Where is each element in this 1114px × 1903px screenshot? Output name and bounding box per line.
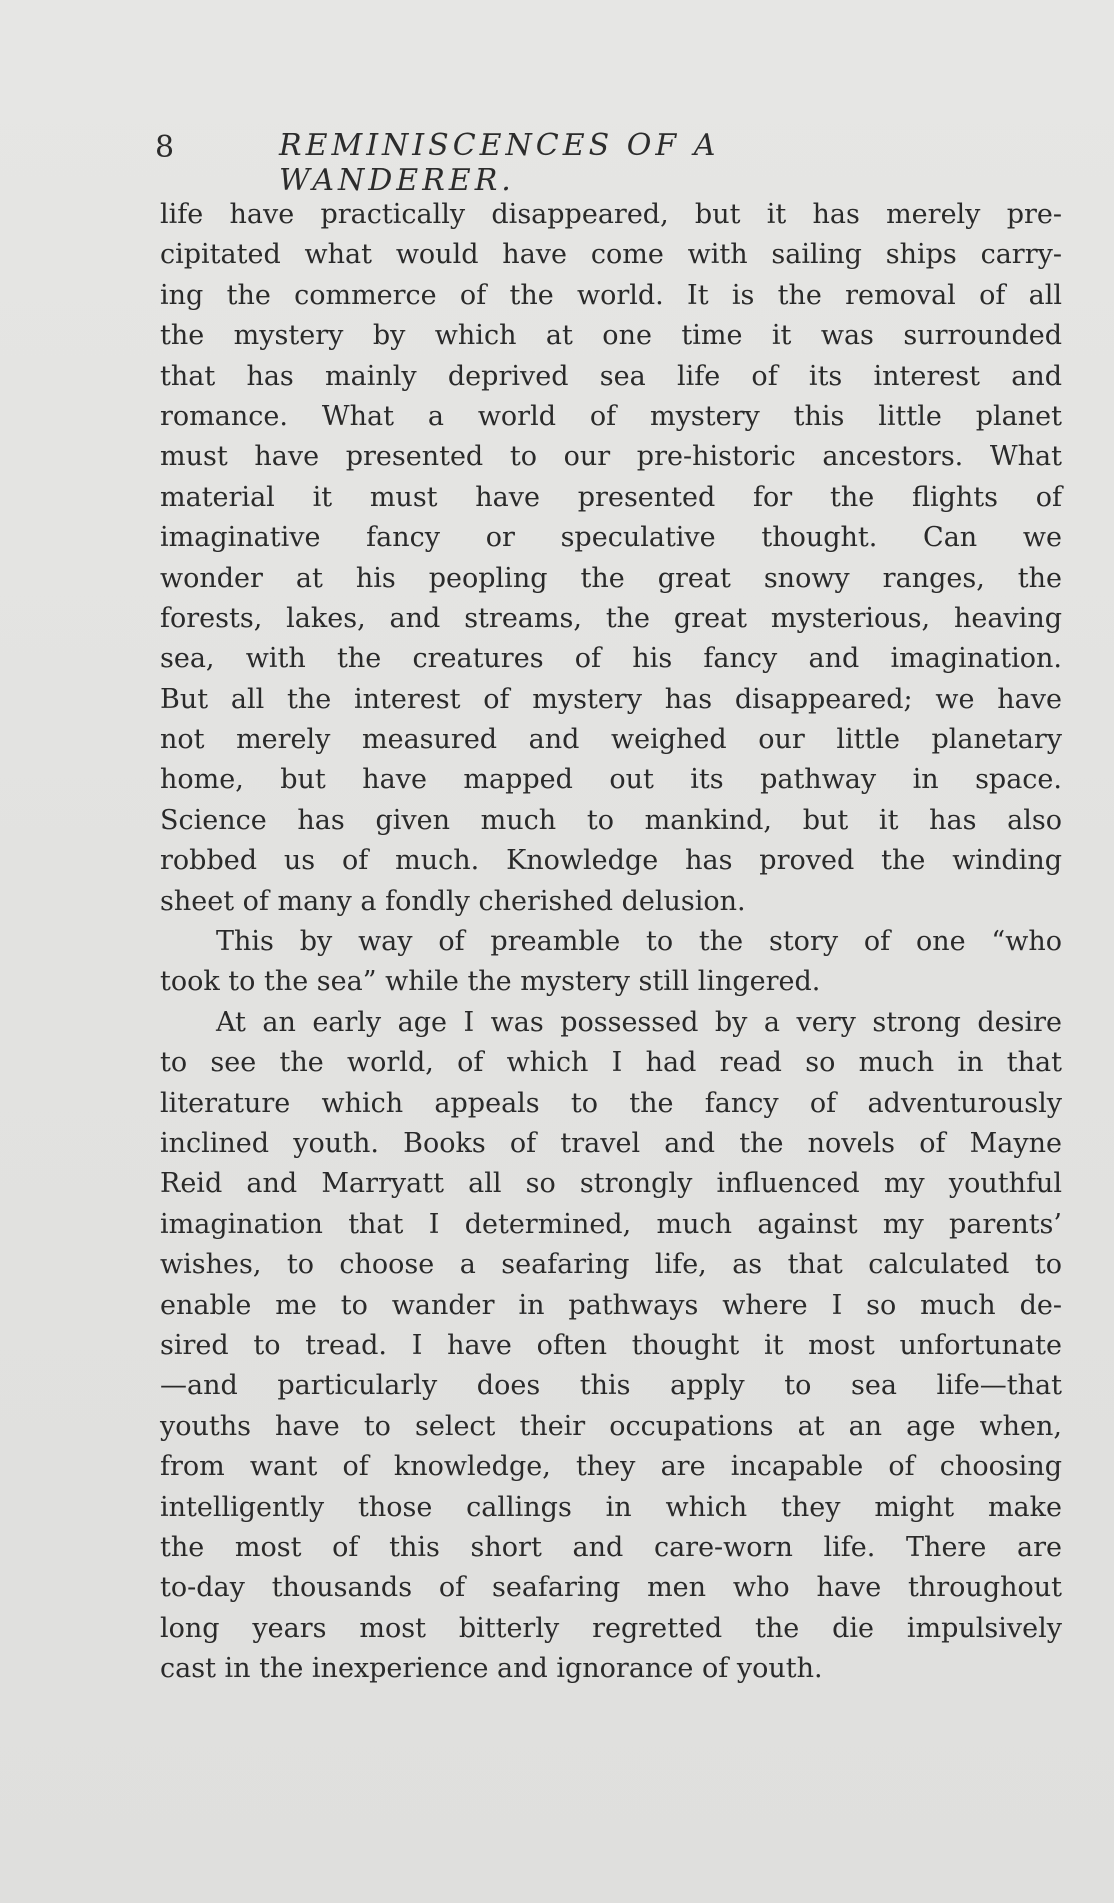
text-line: imagination that I determined, much against my parents’ [160, 1208, 1062, 1240]
text-line: life have practically disappeared, but it has merely pre- [160, 199, 1062, 230]
text-line: At an early age I was possessed by a very strong desire [216, 1006, 1062, 1038]
text-line: youths have to select their occupations at an age when, [160, 1410, 1062, 1442]
text-line: long years most bitterly regretted the die impulsively [160, 1612, 1062, 1644]
text-line: imaginative fancy or speculative thought. Can we [160, 522, 1062, 554]
text-line: This by way of preamble to the story of one “who [216, 926, 1062, 958]
text-line: wonder at his peopling the great snowy ranges, the [160, 562, 1062, 594]
text-line: material it must have presented for the flights of [160, 481, 1062, 513]
text-line: that has mainly deprived sea life of its interest and [160, 360, 1062, 392]
text-line: the mystery by which at one time it was surrounded [160, 320, 1062, 352]
text-line: took to the sea” while the mystery still lingered. [160, 966, 821, 998]
paragraph [160, 1003, 1062, 1690]
text-line: forests, lakes, and streams, the great mysterious, heaving [160, 602, 1062, 634]
page-number: 8 [155, 130, 175, 165]
text-line: home, but have mapped out its pathway in space. [160, 764, 1062, 796]
text-line: romance. What a world of mystery this little planet [160, 400, 1062, 432]
running-title: REMINISCENCES OF A WANDERER. [279, 128, 720, 198]
body-text [160, 195, 1062, 1689]
text-line: not merely measured and weighed our little planetary [160, 724, 1062, 756]
text-line: to see the world, of which I had read so much in that [160, 1047, 1062, 1079]
text-line: cipitated what would have come with sailing ships carry- [160, 239, 1062, 271]
paragraph [160, 922, 1062, 1003]
text-line: —and particularly does this apply to sea life—that [160, 1370, 1062, 1402]
text-line: sheet of many a fondly cherished delusion. [160, 885, 746, 917]
running-head [155, 122, 963, 198]
paragraph [160, 195, 1062, 922]
text-line: from want of knowledge, they are incapable of choosing [160, 1451, 1062, 1483]
text-line: sea, with the creatures of his fancy and imagination. [160, 643, 1062, 675]
text-line: intelligently those callings in which they might make [160, 1491, 1062, 1523]
text-line: wishes, to choose a seafaring life, as that calculated to [160, 1249, 1062, 1281]
text-line: literature which appeals to the fancy of adventurously [160, 1087, 1062, 1119]
text-line: to-day thousands of seafaring men who have throughout [160, 1572, 1062, 1604]
text-line: But all the interest of mystery has disappeared; we have [160, 683, 1062, 715]
text-line: must have presented to our pre-historic ancestors. What [160, 441, 1062, 473]
text-line: the most of this short and care-worn life. There are [160, 1531, 1062, 1563]
text-line: robbed us of much. Knowledge has proved the winding [160, 845, 1062, 877]
text-line: cast in the inexperience and ignorance of youth. [160, 1653, 823, 1685]
text-line: inclined youth. Books of travel and the novels of Mayne [160, 1127, 1062, 1159]
text-line: sired to tread. I have often thought it most unfortunate [160, 1329, 1062, 1361]
text-line: enable me to wander in pathways where I so much de- [160, 1289, 1062, 1321]
text-line: ing the commerce of the world. It is the removal of all [160, 279, 1062, 311]
text-line: Reid and Marryatt all so strongly influenced my youthful [160, 1168, 1062, 1200]
text-line: Science has given much to mankind, but it has also [160, 804, 1062, 836]
